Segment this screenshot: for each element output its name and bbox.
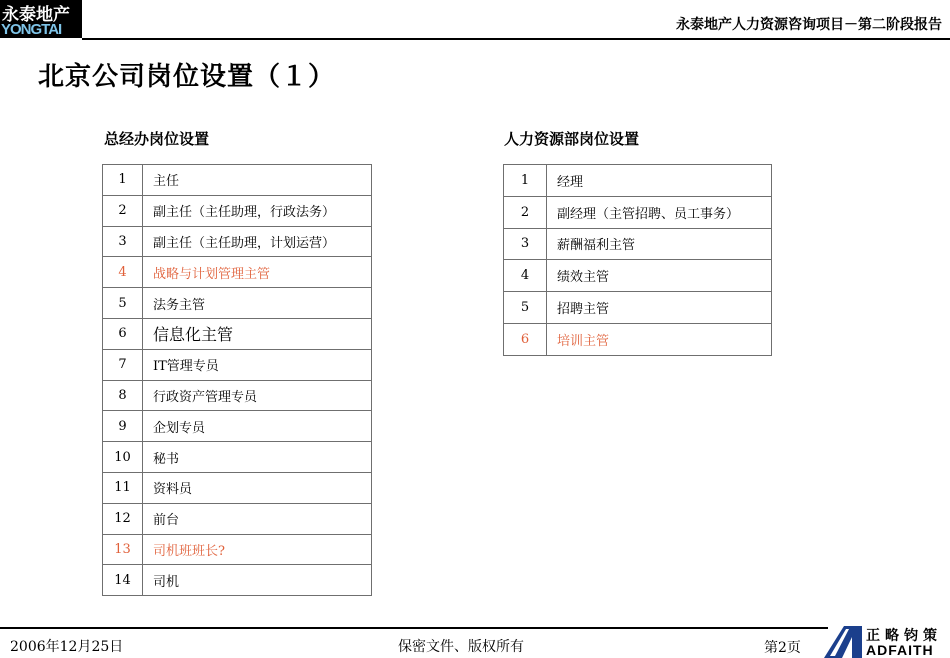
gm-office-positions-table (102, 164, 372, 596)
table-row (103, 226, 372, 257)
table-row (103, 472, 372, 503)
confidentiality-notice: 保密文件、版权所有 (398, 639, 524, 655)
position-name: 前台 (143, 503, 372, 534)
brand-text-cn: 正略钧策 (866, 628, 942, 644)
row-number: 4 (103, 257, 143, 288)
position-name: 企划专员 (143, 411, 372, 442)
position-name: 司机 (143, 565, 372, 596)
table-row (103, 442, 372, 473)
logo-text-en: YONGTAI (1, 21, 62, 38)
table-row (103, 318, 372, 349)
row-number: 10 (103, 442, 143, 473)
row-number: 6 (504, 323, 547, 355)
header-divider (82, 38, 950, 40)
position-name: 资料员 (143, 472, 372, 503)
company-logo (0, 0, 82, 38)
position-name: 经理 (547, 165, 772, 197)
table-row (103, 503, 372, 534)
report-date: 2006年12月25日 (10, 639, 124, 655)
table-row (504, 323, 772, 355)
row-number: 1 (504, 165, 547, 197)
table-row (103, 257, 372, 288)
position-name: 培训主管 (547, 323, 772, 355)
row-number: 14 (103, 565, 143, 596)
table-row (504, 292, 772, 324)
table-row (103, 195, 372, 226)
page-number: 第2页 (764, 640, 801, 656)
table-row (103, 534, 372, 565)
row-number: 4 (504, 260, 547, 292)
table-row (504, 165, 772, 197)
position-name: 副主任（主任助理，计划运营） (143, 226, 372, 257)
row-number: 11 (103, 472, 143, 503)
position-name: 绩效主管 (547, 260, 772, 292)
row-number: 1 (103, 165, 143, 196)
logo-text-cn: 永泰地产 (2, 5, 70, 25)
consultancy-brand (822, 625, 950, 658)
table-row (504, 196, 772, 228)
table-row (103, 380, 372, 411)
row-number: 2 (103, 195, 143, 226)
position-name: 行政资产管理专员 (143, 380, 372, 411)
adfaith-logo-icon (822, 625, 862, 658)
row-number: 8 (103, 380, 143, 411)
hr-department-positions-table (503, 164, 772, 356)
table-row (103, 349, 372, 380)
row-number: 2 (504, 196, 547, 228)
table-row (504, 228, 772, 260)
position-name: 信息化主管 (143, 318, 372, 349)
row-number: 5 (103, 288, 143, 319)
report-title: 永泰地产人力资源咨询项目－第二阶段报告 (676, 17, 942, 33)
row-number: 9 (103, 411, 143, 442)
position-name: 主任 (143, 165, 372, 196)
row-number: 6 (103, 318, 143, 349)
row-number: 13 (103, 534, 143, 565)
position-name: 秘书 (143, 442, 372, 473)
position-name: 副主任（主任助理，行政法务） (143, 195, 372, 226)
position-name: 战略与计划管理主管 (143, 257, 372, 288)
table-row (504, 260, 772, 292)
row-number: 7 (103, 349, 143, 380)
footer-divider (0, 627, 828, 629)
left-section-title: 总经办岗位设置 (104, 130, 210, 148)
row-number: 5 (504, 292, 547, 324)
table-row (103, 288, 372, 319)
right-section-title: 人力资源部岗位设置 (504, 130, 640, 148)
table-row (103, 411, 372, 442)
position-name: 司机班班长? (143, 534, 372, 565)
brand-text-en: ADFAITH (866, 642, 934, 658)
position-name: 招聘主管 (547, 292, 772, 324)
table-row (103, 165, 372, 196)
row-number: 3 (504, 228, 547, 260)
table-row (103, 565, 372, 596)
row-number: 3 (103, 226, 143, 257)
page-title: 北京公司岗位设置（１） (38, 62, 336, 92)
row-number: 12 (103, 503, 143, 534)
position-name: IT管理专员 (143, 349, 372, 380)
position-name: 薪酬福利主管 (547, 228, 772, 260)
position-name: 副经理（主管招聘、员工事务） (547, 196, 772, 228)
position-name: 法务主管 (143, 288, 372, 319)
